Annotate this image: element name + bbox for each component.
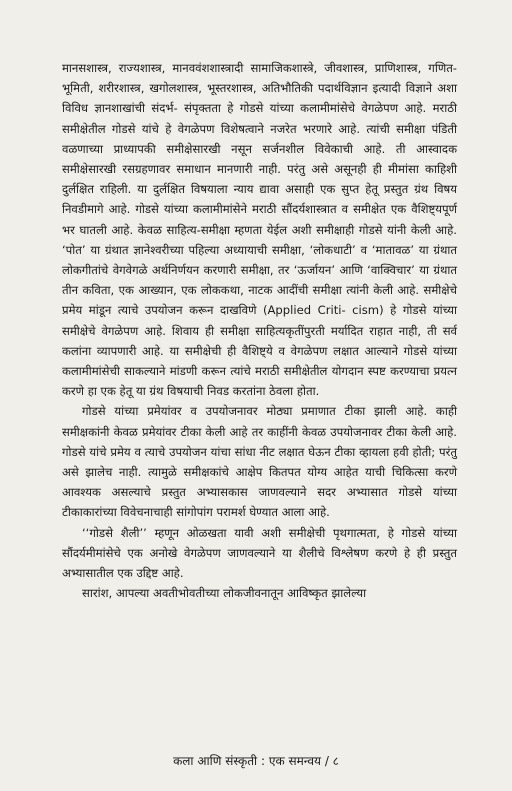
- page-body: [62, 58, 457, 603]
- paragraph-4: सारांश, आपल्या अवतीभोवतीच्या लोकजीवनातून आविष्कृत झालेल्या: [82, 586, 367, 601]
- paragraph-3: ‘‘गोडसे शैली’’ म्हणून ओळखता यावी अशी समीक्षेची पृथगात्मता, हे गोडसे यांच्या सौंदर्यमीमांसेचे एक अनोखे वेगळेपण जाणवल्याने या शैलीचे विश्लेषण करणे हे ही प्रस्तुत अभ्यासातील एक उद्दिष्ट आहे.: [62, 525, 457, 581]
- paragraph-2: गोडसे यांच्या प्रमेयांवर व उपयोजनावर मोठ्या प्रमाणात टीका झाली आहे. काही समीक्षकांनी केवळ प्रमेयांवर टीका केली आहे तर काहींनी केवळ उपयोजनावर टीका केली आहे. गोडसे यांचे प्रमेय व त्याचे उपयोजन यांचा सांधा नीट लक्षात घेऊन टीका व्हायला हवी होती; परंतु असे झालेच नाही. त्यामुळे समीक्षकांचे आक्षेप कितपत योग्य आहेत याची चिकित्सा करणे आवश्यक असल्याचे प्रस्तुत अभ्यासकास जाणवल्याने सदर अभ्यासात गोडसे यांच्या टीकाकारांच्या विवेचनाचाही सांगोपांग परामर्श घेण्यात आला आहे.: [62, 404, 457, 520]
- paragraph-1: मानसशास्त्र, राज्यशास्त्र, मानववंशशास्त्रादी सामाजिकशास्त्रे, जीवशास्त्र, प्राणिशास्त्र, गणित-भूमिती, शरीरशास्त्र, खगोलशास्त्र, भूस्तरशास्त्र, अतिभौतिकी पदार्थविज्ञान इत्यादी विज्ञाने अशा विविध ज्ञानशाखांची संदर्भ- संपृक्तता हे गोडसे यांच्या कलामीमांसेचे वेगळेपण आहे. मराठी समीक्षेतील गोडसे यांचे हे वेगळेपण विशेषत्वाने नजरेत भरणारे आहे. त्यांची समीक्षा पंडिती वळणाच्या प्राध्यापकी समीक्षेसारखी नसून सर्जनशील विवेकाची आहे. ती आस्वादक समीक्षेसारखी रसग्रहणावर समाधान मानणारी नाही. परंतु असे असूनही ही मीमांसा काहिशी दुर्लक्षित राहिली. या दुर्लक्षित विषयाला न्याय द्यावा असाही एक सुप्त हेतू प्रस्तुत ग्रंथ विषय निवडीमागे आहे. गोडसे यांच्या कलामीमांसेने मराठी सौंदर्यशास्त्रात व समीक्षेत एक वैशिष्ट्यपूर्ण भर घातली आहे. केवळ साहित्य-समीक्षा म्हणता येईल अशी समीक्षाही गोडसे यांनी केली आहे. ‘पोत’ या ग्रंथात ज्ञानेश्वरीच्या पहिल्या अध्यायाची समीक्षा, ‘लोकधाटी’ व ‘मातावळ’ या ग्रंथात लोकगीतांचे वेगवेगळे अर्थनिर्णयन करणारी समीक्षा, तर ‘ऊर्जायन’ आणि ‘वाक्विचार’ या ग्रंथात तीन कविता, एक आख्यान, एक लोककथा, नाटक आदींची समीक्षा त्यांनी केली आहे. समीक्षेचे प्रमेय मांडून त्याचे उपयोजन करून दाखविणे (Applied Criti- cism) हे गोडसे यांच्या समीक्षेचे वेगळेपण आहे. शिवाय ही समीक्षा साहित्यकृतींपुरती मर्यादित राहात नाही, ती सर्व कलांना व्यापणारी आहे. या समीक्षेची ही वैशिष्ट्ये व वेगळेपण लक्षात आल्याने गोडसे यांच्या कलामीमांसेची साकल्याने मांडणी करून त्यांचे मराठी समीक्षेतील योगदान स्पष्ट करण्याचा प्रयत्न करणे हा एक हेतू या ग्रंथ विषयाची निवड करतांना ठेवला होता.: [62, 61, 457, 399]
- page-footer: कला आणि संस्कृती : एक समन्वय / ८: [173, 754, 339, 768]
